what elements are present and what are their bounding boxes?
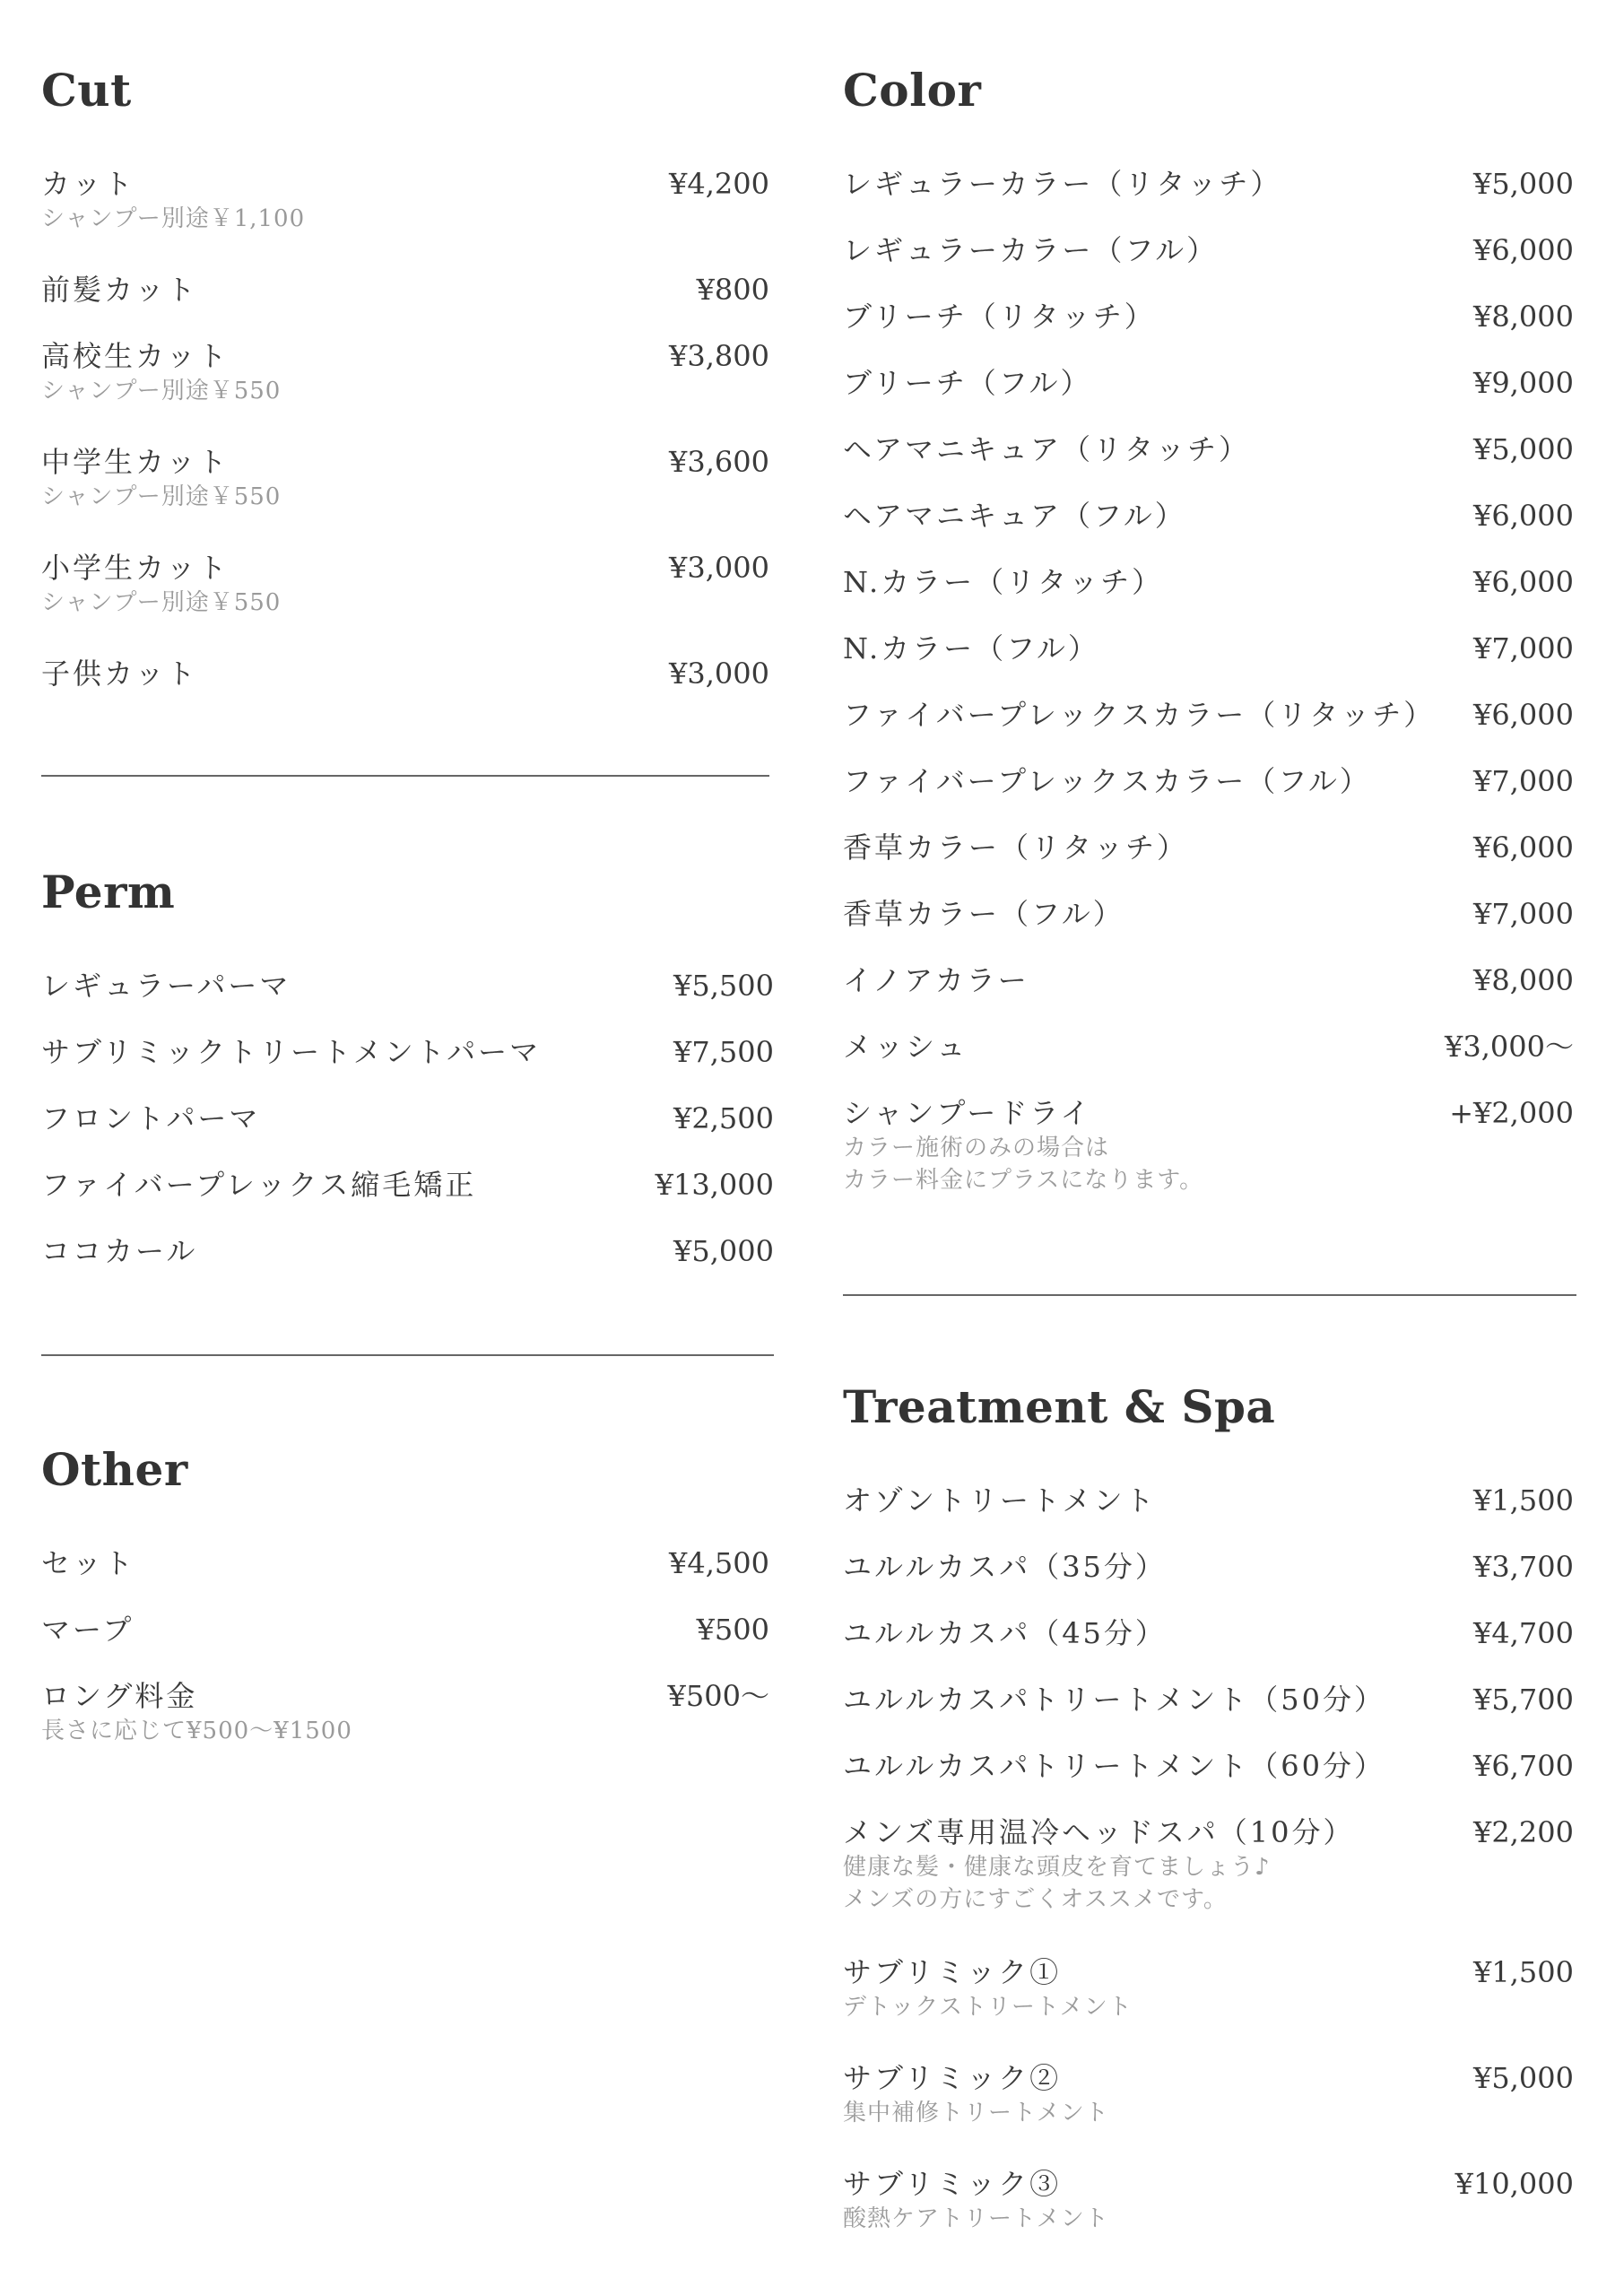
menu-item — [41, 337, 769, 443]
item-name: メンズ専用温冷ヘッドスパ（10分） — [843, 1815, 1355, 1849]
item-price: ¥6,000 — [1473, 499, 1574, 533]
menu-item — [843, 895, 1574, 961]
item-price: ¥3,000 — [669, 551, 769, 585]
item-price: ¥3,700 — [1473, 1550, 1574, 1584]
item-name: 中学生カット — [41, 445, 230, 479]
menu-item — [843, 231, 1574, 298]
item-price: ¥1,500 — [1473, 1955, 1574, 1989]
item-name: ファイバープレックスカラー（リタッチ） — [843, 698, 1436, 732]
section-title-perm: Perm — [41, 865, 176, 918]
item-note: 健康な髪・健康な頭皮を育てましょう♪ — [843, 1854, 1271, 1881]
item-name: ファイバープレックス縮毛矯正 — [41, 1168, 477, 1202]
item-price: ¥2,500 — [673, 1101, 774, 1135]
menu-item — [843, 298, 1574, 364]
item-price: ¥3,800 — [669, 339, 769, 373]
item-note: 集中補修トリートメント — [843, 2100, 1109, 2126]
item-price: ¥3,000〜 — [1445, 1030, 1574, 1064]
item-price: ¥6,700 — [1473, 1749, 1574, 1783]
item-name: カット — [41, 167, 135, 201]
item-price: ¥5,000 — [673, 1234, 774, 1268]
item-name: 香草カラー（リタッチ） — [843, 831, 1189, 865]
item-price: ¥4,700 — [1473, 1616, 1574, 1650]
item-price: ¥4,200 — [669, 167, 769, 201]
item-name: サブリミックトリートメントパーマ — [41, 1035, 542, 1069]
item-name: レギュラーパーマ — [41, 969, 291, 1003]
perm-items — [41, 967, 774, 1299]
item-price: ¥7,000 — [1473, 764, 1574, 798]
section-divider — [41, 775, 769, 777]
item-note: メンズの方にすごくオススメです。 — [843, 1886, 1228, 1913]
menu-item — [41, 967, 774, 1033]
menu-item — [843, 1482, 1574, 1548]
menu-item — [843, 829, 1574, 895]
menu-item — [843, 1953, 1574, 2059]
menu-item — [41, 1166, 774, 1232]
item-note: 酸熱ケアトリートメント — [843, 2205, 1109, 2232]
item-note: デトックストリートメント — [843, 1994, 1133, 2021]
menu-item — [843, 1614, 1574, 1681]
item-note: 長さに応じて¥500〜¥1500 — [41, 1718, 352, 1744]
section-title-other: Other — [41, 1443, 188, 1496]
item-name: ユルルカスパトリートメント（60分） — [843, 1749, 1385, 1783]
menu-item — [843, 1094, 1574, 1211]
item-note: カラー料金にプラスになります。 — [843, 1167, 1204, 1194]
item-price: ¥1,500 — [1473, 1483, 1574, 1518]
item-name: ファイバープレックスカラー（フル） — [843, 764, 1371, 798]
item-name: ヘアマニキュア（リタッチ） — [843, 432, 1251, 466]
menu-item — [843, 1747, 1574, 1813]
item-name: オゾントリートメント — [843, 1483, 1157, 1518]
item-price: ¥2,200 — [1473, 1815, 1574, 1849]
item-name: N.カラー（リタッチ） — [843, 565, 1164, 599]
color-items — [843, 165, 1574, 1211]
item-name: N.カラー（フル） — [843, 631, 1099, 665]
item-name: 前髪カット — [41, 273, 198, 307]
menu-item — [843, 2059, 1574, 2165]
menu-item — [41, 1033, 774, 1100]
item-price: ¥5,000 — [1473, 2061, 1574, 2095]
item-name: 高校生カット — [41, 339, 230, 373]
item-price: ¥4,500 — [669, 1546, 769, 1580]
menu-item — [843, 1681, 1574, 1747]
item-price: ¥6,000 — [1473, 831, 1574, 865]
item-price: ¥6,000 — [1473, 565, 1574, 599]
item-name: 子供カット — [41, 657, 198, 691]
item-price: +¥2,000 — [1449, 1096, 1574, 1130]
menu-item — [843, 762, 1574, 829]
item-name: ロング料金 — [41, 1679, 198, 1713]
item-price: ¥5,500 — [673, 969, 774, 1003]
menu-item — [843, 364, 1574, 430]
menu-item — [843, 1813, 1574, 1953]
menu-item — [843, 165, 1574, 231]
item-price: ¥5,000 — [1473, 432, 1574, 466]
item-name: フロントパーマ — [41, 1101, 261, 1135]
menu-item — [843, 2165, 1574, 2271]
item-price: ¥800 — [696, 273, 769, 307]
item-name: 香草カラー（フル） — [843, 897, 1124, 931]
item-price: ¥13,000 — [655, 1168, 774, 1202]
item-name: セット — [41, 1546, 136, 1580]
item-name: サブリミック① — [843, 1955, 1062, 1989]
item-note: シャンプー別途￥550 — [41, 483, 282, 510]
menu-item — [41, 1611, 769, 1677]
item-price: ¥500 — [696, 1613, 769, 1647]
menu-item — [41, 549, 769, 655]
menu-item — [843, 961, 1574, 1028]
section-title-cut: Cut — [41, 64, 132, 117]
item-price: ¥7,000 — [1473, 631, 1574, 665]
item-price: ¥5,000 — [1473, 167, 1574, 201]
item-price: ¥500〜 — [667, 1679, 769, 1713]
item-name: マープ — [41, 1613, 135, 1647]
item-name: レギュラーカラー（リタッチ） — [843, 167, 1282, 201]
section-title-color: Color — [843, 64, 982, 117]
item-note: シャンプー別途￥550 — [41, 378, 282, 404]
menu-item — [41, 165, 769, 271]
item-price: ¥3,000 — [669, 657, 769, 691]
item-price: ¥7,000 — [1473, 897, 1574, 931]
menu-item — [843, 1548, 1574, 1614]
item-price: ¥6,000 — [1473, 233, 1574, 267]
item-price: ¥5,700 — [1473, 1683, 1574, 1717]
section-title-treatment-spa: Treatment & Spa — [843, 1380, 1276, 1433]
item-name: サブリミック② — [843, 2061, 1062, 2095]
item-price: ¥6,000 — [1473, 698, 1574, 732]
cut-items — [41, 165, 769, 721]
menu-item — [41, 1677, 769, 1783]
item-price: ¥9,000 — [1473, 366, 1574, 400]
item-name: イノアカラー — [843, 963, 1029, 997]
menu-item — [41, 271, 769, 337]
item-price: ¥3,600 — [669, 445, 769, 479]
item-price: ¥10,000 — [1454, 2167, 1574, 2201]
menu-item — [843, 696, 1574, 762]
menu-item — [843, 1028, 1574, 1094]
item-price: ¥7,500 — [673, 1035, 774, 1069]
menu-item — [843, 630, 1574, 696]
menu-item — [41, 1100, 774, 1166]
menu-item — [41, 443, 769, 549]
menu-item — [843, 563, 1574, 630]
other-items — [41, 1544, 769, 1783]
section-divider — [843, 1294, 1576, 1296]
item-name: 小学生カット — [41, 551, 230, 585]
item-note: シャンプー別途￥550 — [41, 589, 282, 616]
menu-item — [41, 1232, 774, 1299]
section-divider — [41, 1354, 774, 1356]
item-name: ココカール — [41, 1234, 198, 1268]
item-name: サブリミック③ — [843, 2167, 1062, 2201]
menu-item — [41, 655, 769, 721]
menu-item — [41, 1544, 769, 1611]
menu-item — [843, 497, 1574, 563]
treatment-items — [843, 1482, 1574, 2271]
item-name: シャンプードライ — [843, 1096, 1092, 1130]
item-price: ¥8,000 — [1473, 963, 1574, 997]
item-name: ユルルカスパ（35分） — [843, 1550, 1167, 1584]
item-name: メッシュ — [843, 1030, 968, 1064]
item-note: カラー施術のみの場合は — [843, 1135, 1110, 1161]
item-note: シャンプー別途￥1,100 — [41, 205, 306, 232]
menu-item — [843, 430, 1574, 497]
item-name: ブリーチ（リタッチ） — [843, 300, 1156, 334]
item-name: レギュラーカラー（フル） — [843, 233, 1219, 267]
item-name: ヘアマニキュア（フル） — [843, 499, 1186, 533]
item-price: ¥8,000 — [1473, 300, 1574, 334]
item-name: ブリーチ（フル） — [843, 366, 1092, 400]
item-name: ユルルカスパトリートメント（50分） — [843, 1683, 1385, 1717]
item-name: ユルルカスパ（45分） — [843, 1616, 1167, 1650]
